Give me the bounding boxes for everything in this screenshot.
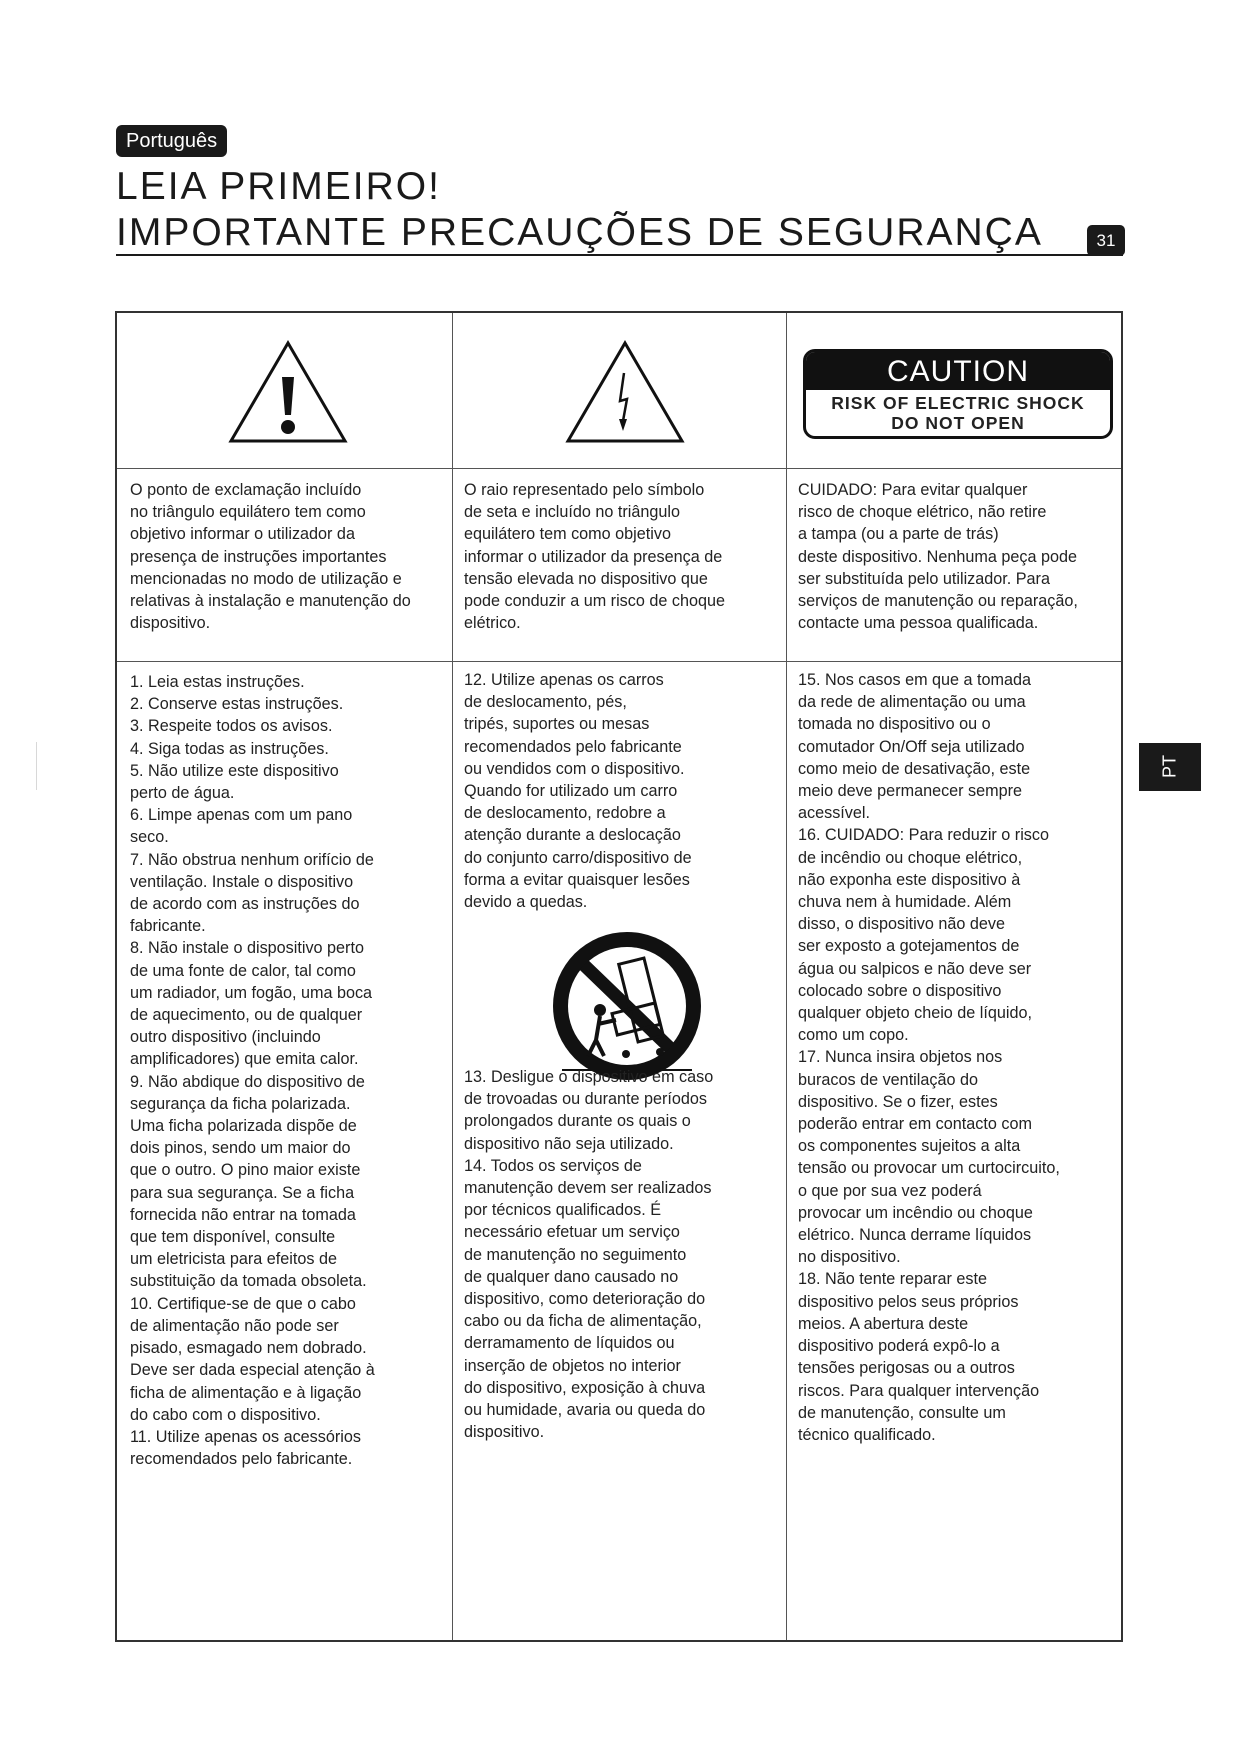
description-text: O raio representado pelo símbolo de seta e incluído no triângulo equilátero tem como objetivo informar o utilizador da presença de tensão elevada no dispositivo que pode conduzir a um risco de choque elétrico. (464, 481, 725, 633)
exclamation-triangle-icon (227, 339, 349, 445)
instructions-text: 13. Desligue o dispositivo em caso de trovoadas ou durante períodos prolongados durante os quais o dispositivo não seja utilizado. 14. Todos os serviços de manutenção devem ser realizados por técnicos qualificados. É necessário efetuar um serviço de manutenção no seguimento de qualquer dano causado no dispositivo, como deterioração do cabo ou da ficha de alimentação, derramamento de líquidos ou inserção de objetos no interior do dispositivo, exposição à chuva ou humidade, avaria ou queda do dispositivo. (464, 1068, 714, 1442)
side-tab-label: PT (1159, 755, 1180, 779)
instructions-column-2-bottom (464, 1066, 779, 1443)
caution-line-2: DO NOT OPEN (891, 413, 1025, 433)
column-divider (452, 313, 453, 1640)
title-underline (116, 254, 1123, 256)
description-exclamation (130, 479, 445, 634)
title-line-2: IMPORTANTE PRECAUÇÕES DE SEGURANÇA (116, 211, 1043, 254)
instructions-column-1 (130, 671, 445, 1470)
lightning-triangle-icon (564, 339, 686, 445)
caution-title: CAUTION (806, 352, 1110, 390)
description-caution (798, 479, 1118, 634)
caution-label (803, 349, 1113, 439)
margin-mark (36, 742, 37, 790)
instructions-column-3 (798, 669, 1118, 1446)
description-text: CUIDADO: Para evitar qualquer risco de choque elétrico, não retire a tampa (ou a parte de trás) deste dispositivo. Nenhuma peça pode ser substituída pelo utilizador. Para serviços de manutenção ou reparação, contacte uma pessoa qualificada. (798, 481, 1078, 633)
page-number: 31 (1087, 225, 1125, 256)
row-divider (117, 661, 1121, 662)
instructions-text: 12. Utilize apenas os carros de deslocamento, pés, tripés, suportes ou mesas recomendados pelo fabricante ou vendidos com o dispositivo. Quando for utilizado um carro de deslocamento, redobre a atenção durante a deslocação do conjunto carro/dispositivo de forma a evitar quaisquer lesões devido a quedas. (464, 671, 692, 912)
language-side-tab (1139, 743, 1201, 791)
safety-table (115, 311, 1123, 1642)
instructions-column-2-top (464, 669, 779, 913)
description-text: O ponto de exclamação incluído no triângulo equilátero tem como objetivo informar o utilizador da presença de instruções importantes mencionadas no modo de utilização e relativas à instalação e manutenção do dispositivo. (130, 481, 411, 633)
title-line-1: LEIA PRIMEIRO! (116, 165, 441, 208)
language-badge: Português (116, 125, 227, 157)
instructions-text: 15. Nos casos em que a tomada da rede de alimentação ou uma tomada no dispositivo ou o comutador On/Off seja utilizado como meio de desativação, este meio deve permanecer sempre acessível. 16. CUIDADO: Para reduzir o risco de incêndio ou choque elétrico, não exponha este dispositivo à chuva nem à humidade. Além disso, o dispositivo não deve ser exposto a gotejamentos de água ou salpicos e não deve ser colocado sobre o dispositivo qualquer objeto cheio de líquido, como um copo. 17. Nunca insira objetos nos buracos de ventilação do dispositivo. Se o fizer, estes poderão entrar em contacto com os componentes sujeitos a alta tensão ou provocar um curtocircuito, o que por sua vez poderá provocar um incêndio ou choque elétrico. Nunca derrame líquidos no dispositivo. 18. Não tente reparar este dispositivo pelos seus próprios meios. A abertura deste dispositivo poderá expô-lo a tensões perigosas ou a outros riscos. Para qualquer intervenção de manutenção, consulte um técnico qualificado. (798, 671, 1060, 1444)
instructions-text: 1. Leia estas instruções. 2. Conserve estas instruções. 3. Respeite todos os avisos. 4. Siga todas as instruções. 5. Não utilize este dispositivo perto de água. 6. Limpe apenas com um pano seco. 7. Não obstrua nenhum orifício de ventilação. Instale o dispositivo de acordo com as instruções do fabricante. 8. Não instale o dispositivo perto de uma fonte de calor, tal como um radiador, um fogão, uma boca de aquecimento, ou de qualquer outro dispositivo (incluindo amplificadores) que emita calor. 9. Não abdique do dispositivo de segurança da ficha polarizada. Uma ficha polarizada dispõe de dois pinos, sendo um maior do que o outro. O pino maior existe para sua segurança. Se a ficha fornecida não entrar na tomada que tem disponível, consulte um eletricista para efeitos de substituição da tomada obsoleta. 10. Certifique-se de que o cabo de alimentação não pode ser pisado, esmagado nem dobrado. Deve ser dada especial atenção à ficha de alimentação e à ligação do cabo com o dispositivo. 11. Utilize apenas os acessórios recomendados pelo fabricante. (130, 673, 375, 1469)
caution-line-1: RISK OF ELECTRIC SHOCK (831, 393, 1085, 413)
description-lightning (464, 479, 779, 634)
row-divider (117, 468, 1121, 469)
column-divider (786, 313, 787, 1640)
page-title (116, 164, 1043, 256)
